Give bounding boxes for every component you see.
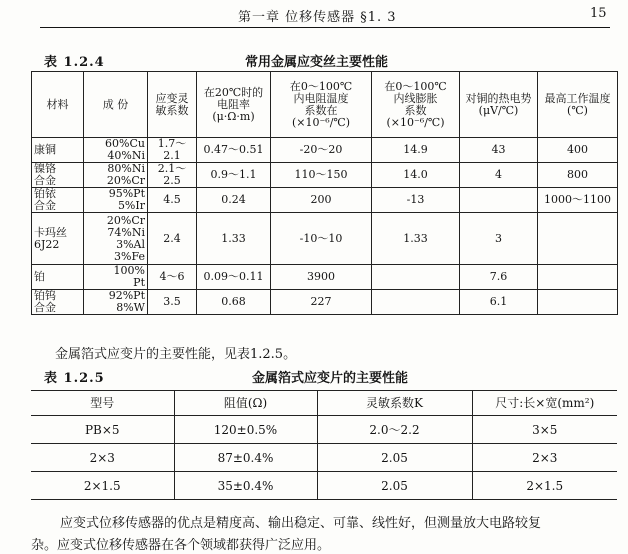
cell-line: 3%Al (116, 237, 145, 251)
cell-line: 合金 (34, 174, 56, 187)
cell-line: (℃) (567, 103, 588, 117)
cell-line: 合金 (34, 301, 56, 314)
expansion-cell: -13 (372, 188, 460, 213)
thermo-emf-cell: 4 (460, 163, 538, 188)
cell-line: 对铜的热电势 (465, 91, 532, 105)
table2-cell: 3×5 (472, 416, 617, 444)
composition-cell (84, 138, 148, 163)
table2-cell: 87±0.4% (174, 444, 317, 472)
material-cell (32, 138, 84, 163)
table2-header-cell: 灵敏系数K (317, 391, 472, 416)
table2-cell: 2×1.5 (472, 472, 617, 500)
max-temp-cell: 400 (538, 138, 618, 163)
expansion-cell (372, 290, 460, 315)
cell-line: 在20℃时的 (203, 85, 264, 99)
temp-coeff-cell: 227 (271, 290, 372, 315)
cell-line: 材料 (46, 97, 69, 111)
cell-line: 6J22 (34, 237, 60, 251)
table1-header-cell (32, 72, 84, 138)
composition-cell (84, 213, 148, 265)
table2-cell: 2×1.5 (31, 472, 174, 500)
material-cell (32, 163, 84, 188)
gauge-factor-cell: 4～6 (148, 265, 197, 290)
cell-line: (μV/℃) (478, 103, 519, 117)
expansion-cell: 14.0 (372, 163, 460, 188)
cell-line: 20%Cr (106, 213, 145, 227)
cell-line: 最高工作温度 (544, 91, 611, 105)
resistivity-cell: 0.47～0.51 (197, 138, 271, 163)
table1-header-cell (84, 72, 148, 138)
composition-cell (84, 290, 148, 315)
cell-line: 在0～100℃ (384, 79, 447, 93)
metal-wire-properties-table (31, 71, 618, 315)
table2-cell: 120±0.5% (174, 416, 317, 444)
cell-line: (×10⁻⁶/℃) (386, 115, 445, 129)
cell-line: 95%Pt (108, 187, 145, 200)
temp-coeff-cell: 3900 (271, 265, 372, 290)
cell-line: 铂 (34, 270, 45, 283)
table1-row (32, 265, 618, 290)
thermo-emf-cell: 6.1 (460, 290, 538, 315)
max-temp-cell (538, 213, 618, 265)
cell-line: 合金 (34, 199, 56, 212)
composition-cell (84, 163, 148, 188)
table1-row (32, 163, 618, 188)
cell-line: 电阻率 (217, 97, 250, 111)
thermo-emf-cell: 43 (460, 138, 538, 163)
cell-line: 100% (113, 264, 145, 277)
table2-cell: 2.05 (317, 472, 472, 500)
table1-row (32, 138, 618, 163)
table2-cell: PB×5 (31, 416, 174, 444)
table1-row (32, 213, 618, 265)
thermo-emf-cell: 7.6 (460, 265, 538, 290)
material-cell (32, 188, 84, 213)
cell-line: 在0～100℃ (289, 79, 353, 93)
table1-header-cell (271, 72, 372, 138)
thermo-emf-cell (460, 188, 538, 213)
foil-gauge-properties-table (31, 390, 617, 500)
table2-row (31, 444, 617, 472)
closing-paragraph-line-1: 应变式位移传感器的优点是精度高、输出稳定、可靠、线性好，但测量放大电路较复 (60, 516, 542, 531)
max-temp-cell: 800 (538, 163, 618, 188)
table1-header-cell (148, 72, 197, 138)
cell-line: 92%Pt (108, 289, 145, 302)
cell-line: 内线膨胀 (393, 91, 438, 105)
table2-cell: 2.05 (317, 444, 472, 472)
table2-header-cell: 阻值(Ω) (174, 391, 317, 416)
gauge-factor-cell: 2.4 (148, 213, 197, 265)
expansion-cell (372, 265, 460, 290)
table2-row (31, 472, 617, 500)
gauge-factor-cell: 3.5 (148, 290, 197, 315)
table2-header-cell: 型号 (31, 391, 174, 416)
cell-line: 铂钨 (34, 289, 56, 302)
expansion-cell: 14.9 (372, 138, 460, 163)
cell-line: 8%W (116, 301, 145, 314)
temp-coeff-cell: -20～20 (271, 138, 372, 163)
temp-coeff-cell: 200 (271, 188, 372, 213)
resistivity-cell: 0.24 (197, 188, 271, 213)
table2-header-cell: 尺寸:长×宽(mm²) (472, 391, 617, 416)
cell-line: 40%Ni (107, 149, 145, 162)
cell-line: (μ·Ω·m) (212, 109, 255, 123)
table2-cell: 2×3 (31, 444, 174, 472)
composition-cell (84, 188, 148, 213)
gauge-factor-cell: 4.5 (148, 188, 197, 213)
table1-row (32, 188, 618, 213)
max-temp-cell (538, 290, 618, 315)
cell-line: 敏系数 (155, 103, 189, 117)
table1-header-cell (372, 72, 460, 138)
thermo-emf-cell: 3 (460, 213, 538, 265)
table1-title: 常用金属应变丝主要性能 (245, 55, 389, 70)
header-rule (40, 27, 610, 28)
resistivity-cell: 1.33 (197, 213, 271, 265)
max-temp-cell: 1000～1100 (538, 188, 618, 213)
cell-line: 康铜 (34, 143, 56, 156)
cell-line: 系数在 (304, 103, 338, 117)
cell-line: 74%Ni (107, 225, 145, 239)
table2-header-row (31, 391, 617, 416)
cell-line: 系数 (404, 103, 427, 117)
material-cell (32, 265, 84, 290)
cell-line: 60%Cu (105, 137, 145, 150)
table1-header-cell (538, 72, 618, 138)
table2-number: 表 1.2.5 (44, 371, 105, 386)
table1-header-row (32, 72, 618, 138)
cell-line: 20%Cr (106, 174, 145, 187)
table2-row (31, 416, 617, 444)
page-number: 15 (590, 6, 607, 21)
table1-row (32, 290, 618, 315)
cell-line: 镍铬 (34, 162, 56, 175)
intro-paragraph: 金属箔式应变片的主要性能，见表1.2.5。 (55, 347, 297, 362)
gauge-factor-cell: 1.7～2.1 (148, 138, 197, 163)
cell-line: 卡玛丝 (34, 225, 67, 239)
cell-line: 成 份 (102, 97, 129, 111)
table1-header-cell (197, 72, 271, 138)
table2-cell: 35±0.4% (174, 472, 317, 500)
cell-line: 应变灵 (155, 91, 189, 105)
resistivity-cell: 0.09～0.11 (197, 265, 271, 290)
cell-line: 内电阻温度 (293, 91, 349, 105)
running-header-chapter: 第一章 位移传感器 §1. 3 (238, 10, 397, 25)
temp-coeff-cell: -10～10 (271, 213, 372, 265)
cell-line: 80%Ni (107, 162, 145, 175)
resistivity-cell: 0.68 (197, 290, 271, 315)
table1-number: 表 1.2.4 (44, 55, 105, 70)
closing-paragraph-line-2: 杂。应变式位移传感器在各个领域都获得广泛应用。 (31, 538, 331, 553)
material-cell (32, 213, 84, 265)
cell-line: (×10⁻⁶/℃) (291, 115, 351, 129)
resistivity-cell: 0.9～1.1 (197, 163, 271, 188)
temp-coeff-cell: 110～150 (271, 163, 372, 188)
cell-line: 铂铱 (34, 187, 56, 200)
gauge-factor-cell: 2.1～2.5 (148, 163, 197, 188)
table1-header-cell (460, 72, 538, 138)
composition-cell (84, 265, 148, 290)
cell-line: Pt (133, 276, 145, 289)
table2-cell: 2.0～2.2 (317, 416, 472, 444)
expansion-cell: 1.33 (372, 213, 460, 265)
table2-cell: 2×3 (472, 444, 617, 472)
cell-line: 3%Fe (114, 249, 145, 263)
cell-line: 5%Ir (117, 199, 145, 212)
material-cell (32, 290, 84, 315)
table2-title: 金属箔式应变片的主要性能 (252, 371, 409, 386)
max-temp-cell (538, 265, 618, 290)
